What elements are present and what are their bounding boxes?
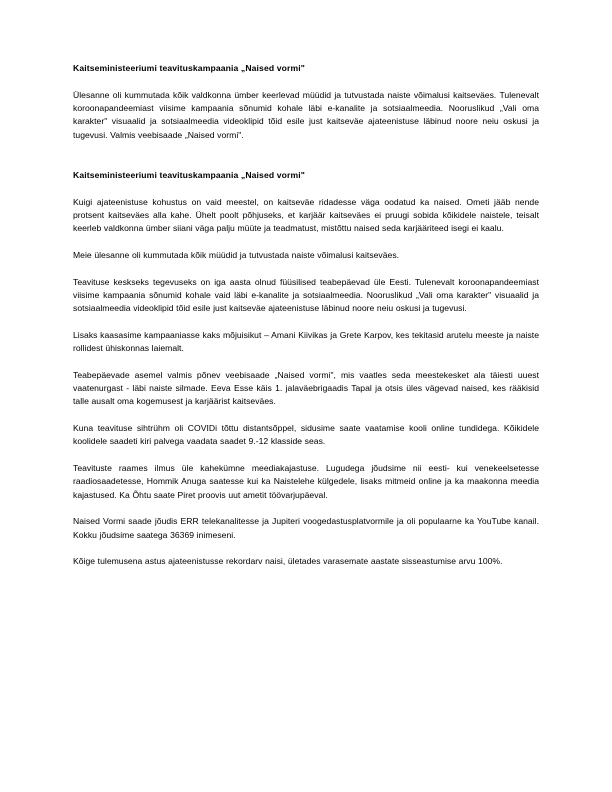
paragraph-results: Kõige tulemusena astus ajateenistusse rekordarv naisi, ületades varasemate aastate sisseastumise arvu 100%. (73, 556, 503, 567)
spacer (73, 449, 539, 462)
paragraph-webshow: Teabepäevade asemel valmis põnev veebisaade „Naised vormi", mis vaatles seda meestekesket ala täiesti uuest vaatenurgast - läbi naiste silmade. Eeva Esse käis 1. jalaväebrigaadis Tapal ja otsis üles vägevad naised, kes rääkisid talle ausalt oma kogemusest ja karjäärist kaitseväes. (73, 369, 539, 407)
spacer (73, 182, 539, 196)
spacer (73, 235, 539, 248)
spacer (73, 542, 539, 555)
paragraph-schools: Kuna teavituse sihtrühm oli COVIDi tõttu distantsõppel, sidusime saate vaatamise kooli online tundidega. Kõikidele koolidele saadeti kiri palvega vaadata saadet 9.-12 klasside seas. (73, 423, 539, 447)
spacer (73, 355, 539, 368)
section-heading-1: Kaitseministeeriumi teavituskampaania „Naised vormi" (73, 63, 305, 73)
spacer (73, 315, 539, 328)
paragraph-activities: Teavituse keskseks tegevuseks on iga aasta olnud füüsilised teabepäevad üle Eesti. Tulenevalt koroonapandeemiast viisime kampaania sõnumid kohale vaid läbi e-kanalite ja sotsiaalmeedia. Nooruslikud „Vali oma karakter" visuaalid ja sotsiaalmeedia videoklipid tõid esile just kaitseväe ajateenistuse läbinud noore neiu oskusi ja tugevusi. (73, 276, 539, 314)
spacer (73, 75, 539, 89)
document-body (73, 62, 539, 569)
spacer (73, 262, 539, 275)
paragraph-reach: Naised Vormi saade jõudis ERR telekanalitesse ja Jupiteri voogedastusplatvormile ja oli populaarne ka YouTube kanail. Kokku jõudsime saatega 36369 inimeseni. (73, 516, 539, 540)
paragraph-objective: Meie ülesanne oli kummutada kõik müüdid ja tutvustada naiste võimalusi kaitseväes. (73, 249, 400, 260)
paragraph-media-coverage: Teavituste raames ilmus üle kahekümne meediakajastuse. Lugudega jõudsime nii eesti- kui venekeelsetesse raadiosaadetesse, Hommik Anuga saatesse kui ka Naistelehe külgedele, lisaks mitmeid online ja ka maakonna meedia kajastused. Ka Õhtu saate Piret proovis uut ametit töövarjupäeval. (73, 463, 539, 500)
spacer (73, 502, 539, 515)
section-heading-2: Kaitseministeeriumi teavituskampaania „Naised vormi" (73, 169, 305, 180)
paragraph-summary: Ülesanne oli kummutada kõik valdkonna ümber keerlevad müüdid ja tutvustada naiste võimalusi kaitseväes. Tulenevalt koroonapandeemiast viisime kampaania sõnumid kohale läbi e-kanalite ja sotsiaalmeedia. Nooruslikud „Vali oma karakter" visuaalid ja sotsiaalmeedia videoklipid tõid esile just kaitseväe ajateenistuse läbinud noore neiu oskusi ja tugevusi. Valmis veebisaade „Naised vormi". (73, 89, 539, 140)
spacer (73, 142, 539, 169)
paragraph-influencers: Lisaks kaasasime kampaaniasse kaks mõjuisikut – Amani Kiivikas ja Grete Karpov, kes tekitasid arutelu meeste ja naiste rollidest ühiskonnas laiemalt. (73, 329, 539, 354)
paragraph-background: Kuigi ajateenistuse kohustus on vaid meestel, on kaitseväe ridadesse väga oodatud ka naised. Ometi jääb nende protsent kaitseväes alla kahe. Ühelt poolt põhjuseks, et karjäär kaitseväes ei pruugi sobida kõikidele naistele, teisalt keerleb valdkonna ümber siiani väga palju müüte ja teadmatust, mistõttu naised seda karjääriteed isegi ei kaalu. (73, 196, 539, 234)
spacer (73, 409, 539, 422)
